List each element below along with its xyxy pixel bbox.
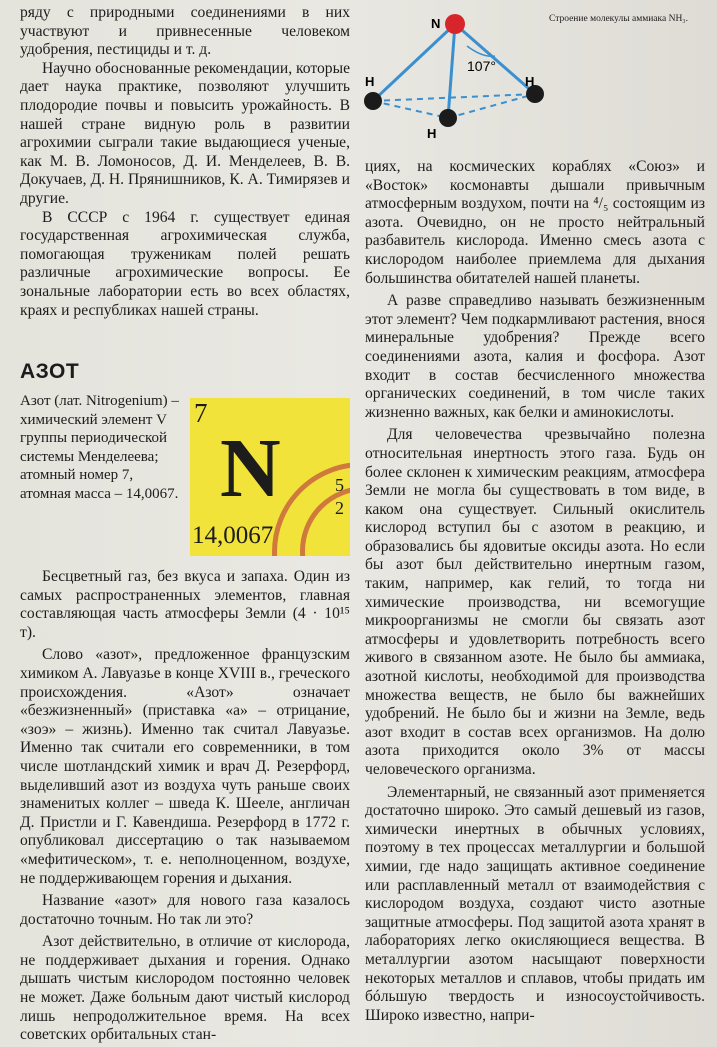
- right-column: [365, 158, 705, 1025]
- atom-label-n: N: [431, 16, 441, 31]
- paragraph: ряду с природными соединениями в них участвуют и привнесенные человеком удобрения, пестициды и т. д.: [20, 4, 350, 59]
- paragraph: циях, на космических кораблях «Союз» и «Восток» космонавты дышали привычным атмосферным воздухом, почти на ⁴/₅ состоящим из азота. Очевидно, он не просто нейтральный разбавитель кислорода. Именно смесь азота с кислородом наиболее приемлема для дыхания большинства обитателей нашей планеты.: [365, 158, 705, 287]
- base-dashed-line: [373, 94, 535, 101]
- hydrogen-atom-front: [439, 109, 457, 127]
- atom-label-h-right: H: [525, 74, 535, 89]
- nitrogen-atom: [445, 14, 465, 34]
- paragraph: Название «азот» для нового газа казалось достаточно точным. Но так ли это?: [20, 892, 350, 928]
- paragraph: В СССР с 1964 г. существует единая государственная агрохимическая служба, помогающая труженикам полей решать различные агрохимические вопросы. Ее зональные лаборатории есть во всех областях, краях и республиках нашей страны.: [20, 208, 350, 319]
- paragraph: Для человечества чрезвычайно полезна относительная инертность этого газа. Будь он более склонен к химическим реакциям, атмосфера Земли не могла бы существовать в том виде, в каком она существует. Сильный окислитель кислород вступил бы с азотом в реакцию, и образовались бы ядовитые оксиды азота. Но если бы азот был действительно инертным газом, таким, например, как гелий, то тогда ни химические производства, ни всемогущие микроорганизмы не смогли бы связать азот атмосферы и удовлетворить потребность всего живого в связанном азоте. Не было бы аммиака, азотной кислоты, необходимой для производства множества веществ, не было бы важнейших удобрений. Не было бы и жизни на Земле, ведь азот входит в состав всех организмов. На долю азота приходится около 3% от массы человеческого организма.: [365, 426, 705, 778]
- shell-electrons-inner: 2: [335, 498, 344, 518]
- element-description: [20, 392, 185, 504]
- atomic-mass: 14,0067: [192, 522, 274, 549]
- element-card: [190, 398, 350, 556]
- atom-label-h-front: H: [427, 126, 437, 141]
- atom-label-h-left: H: [365, 74, 375, 89]
- paragraph: Научно обоснованные рекомендации, которые дает наука практике, позволяют улучшить плодородие почвы и повысить урожайность. В нашей стране видную роль в развитии агрохимии сыграли такие выдающиеся ученые, как М. В. Ломоносов, Д. И. Менделеев, В. В. Докучаев, Д. Н. Прянишников, К. А. Тимирязев и другие.: [20, 59, 350, 207]
- paragraph: А разве справедливо называть безжизненным этот элемент? Чем подкармливают растения, внося минеральные удобрения? Прежде всего соединениями азота, калия и фосфора. Азот входит в состав бесчисленного множества органических соединений, в том числе таких жизненно важных, как белки и аминокислоты.: [365, 292, 705, 421]
- paragraph: Слово «азот», предложенное французским химиком А. Лавуазье в конце XVIII в., греческого происхождения. «Азот» означает «безжизненный» (приставка «а» – отрицание, «зоэ» – жизнь). Именно так считал Лавуазье. Именно так считали его современники, в том числе шотландский химик и врач Д. Резерфорд, выделивший азот из воздуха чуть раньше своих знаменитых коллег – шведа К. Шееле, англичан Д. Пристли и Г. Кавендиша. Резерфорд в 1772 г. опубликовал диссертацию о так называемом «мефитическом», т. е. неполноценном, воздухе, не поддерживающем горения и дыхания.: [20, 646, 350, 887]
- paragraph: Бесцветный газ, без вкуса и запаха. Один из самых распространенных элементов, главная составляющая часть атмосферы Земли (4 · 10¹⁵ т).: [20, 568, 350, 641]
- paragraph: Элементарный, не связанный азот применяется достаточно широко. Это самый дешевый из газов, химически инертных в обычных условиях, поэтому в тех процессах металлургии и большой химии, где надо защищать активное соединение или расплавленный металл от взаимодействия с кислородом воздуха, создают чисто азотные защитные атмосферы. Под защитой азота хранят в лабораториях легко окисляющиеся вещества. В металлургии азотом насыщают поверхности некоторых металлов и сплавов, чтобы придать им бóльшую твердость и износоустойчивость. Широко известно, напри-: [365, 783, 705, 1024]
- element-symbol: N: [220, 422, 281, 515]
- section-heading: АЗОТ: [20, 360, 80, 383]
- left-column-top: [20, 4, 350, 320]
- element-description-text: Азот (лат. Nitrogenium) – химический элемент V группы периодической системы Менделеева; атомный номер 7, атомная масса – 14,0067.: [20, 393, 179, 502]
- atomic-number: 7: [194, 398, 208, 428]
- shell-electrons-outer: 5: [335, 475, 344, 495]
- left-column-bottom: [20, 568, 350, 1045]
- bond-line: [373, 24, 455, 101]
- diagram-caption: Строение молекулы аммиака NH₃.: [549, 14, 688, 24]
- hydrogen-atom-left: [364, 92, 382, 110]
- bond-line: [448, 24, 455, 118]
- bond-angle-label: 107°: [467, 58, 496, 74]
- ammonia-molecule-diagram: [355, 6, 555, 146]
- base-dashed-line: [373, 101, 448, 118]
- paragraph: Азот действительно, в отличие от кислорода, не поддерживает дыхания и горения. Однако дышать чистым кислородом постоянно человек не может. Даже больным дают чистый кислород лишь непродолжительное время. На всех советских орбитальных стан-: [20, 933, 350, 1044]
